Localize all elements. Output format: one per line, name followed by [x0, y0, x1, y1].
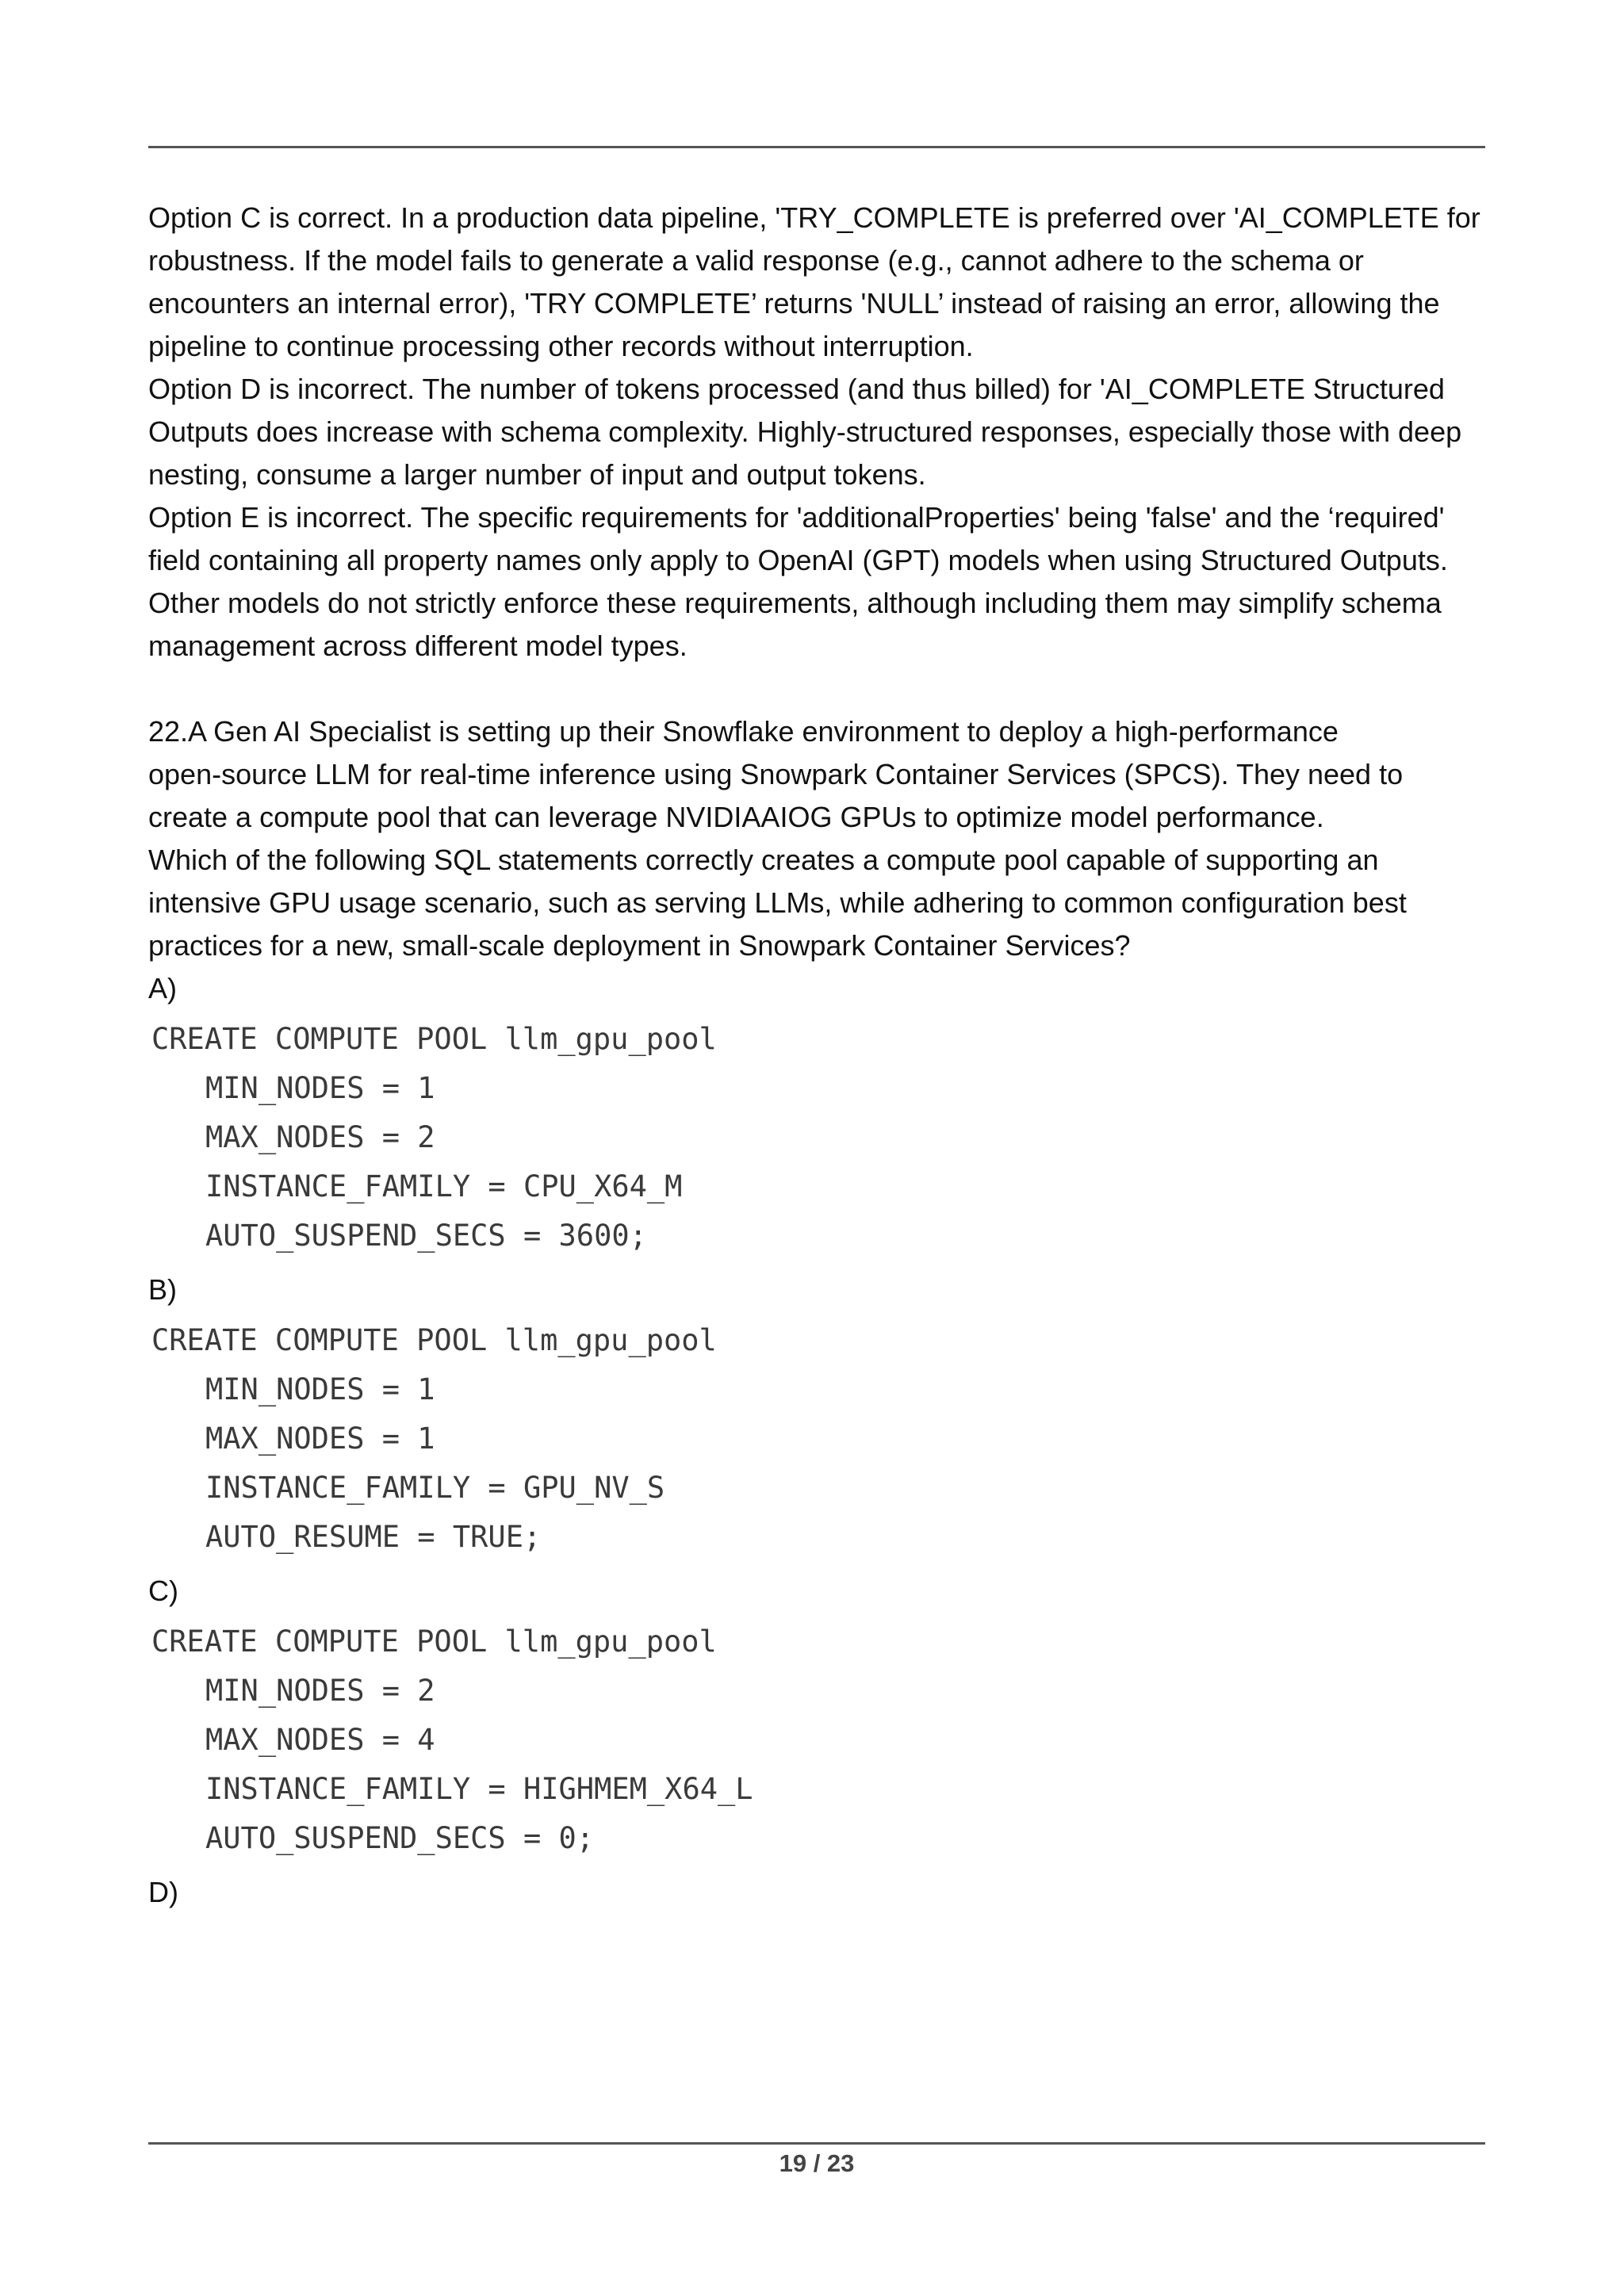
explanation-line: pipeline to continue processing other records without interruption. — [148, 330, 974, 362]
code-line: MAX_NODES = 2 — [205, 1120, 435, 1154]
option-b-label: B) — [148, 1273, 177, 1306]
code-line: MAX_NODES = 1 — [205, 1422, 435, 1456]
question-line: 22.A Gen AI Specialist is setting up their Snowflake environment to deploy a high-performance — [148, 715, 1339, 748]
code-line: CREATE COMPUTE POOL llm_gpu_pool — [151, 1323, 717, 1357]
explanation-line: management across different model types. — [148, 629, 688, 662]
code-line: AUTO_RESUME = TRUE; — [205, 1520, 542, 1554]
question-line: Which of the following SQL statements correctly creates a compute pool capable of supporting an — [148, 844, 1379, 876]
option-b-code — [151, 1316, 1496, 1562]
code-line: MAX_NODES = 4 — [205, 1723, 435, 1757]
explanation-line: field containing all property names only apply to OpenAI (GPT) models when using Structured Outputs. — [148, 544, 1448, 576]
option-a-label: A) — [148, 972, 177, 1004]
explanation-line: Outputs does increase with schema complexity. Highly-structured responses, especially those with deep — [148, 415, 1462, 448]
option-c-label: C) — [148, 1575, 178, 1607]
code-line: INSTANCE_FAMILY = GPU_NV_S — [205, 1471, 665, 1505]
footer-rule — [148, 2142, 1485, 2145]
option-a-code — [151, 1015, 1496, 1261]
question-line: intensive GPU usage scenario, such as serving LLMs, while adhering to common configuration best — [148, 886, 1407, 919]
question-paragraph — [148, 710, 1496, 967]
code-line: CREATE COMPUTE POOL llm_gpu_pool — [151, 1022, 717, 1056]
explanation-paragraph — [148, 197, 1496, 668]
code-line: AUTO_SUSPEND_SECS = 0; — [205, 1821, 595, 1855]
explanation-line: encounters an internal error), 'TRY COMPLETE’ returns 'NULL’ instead of raising an error, allowing the — [148, 287, 1440, 320]
question-line: create a compute pool that can leverage NVIDIAAIOG GPUs to optimize model performance. — [148, 801, 1324, 833]
explanation-line: Other models do not strictly enforce these requirements, although including them may simplify schema — [148, 587, 1442, 619]
code-line: INSTANCE_FAMILY = CPU_X64_M — [205, 1169, 683, 1203]
explanation-line: robustness. If the model fails to generate a valid response (e.g., cannot adhere to the schema or — [148, 244, 1364, 277]
question-line: open-source LLM for real-time inference using Snowpark Container Services (SPCS). They need to — [148, 758, 1404, 790]
paragraph-spacer — [148, 668, 1496, 710]
explanation-line: nesting, consume a larger number of input and output tokens. — [148, 458, 926, 491]
option-d-label: D) — [148, 1876, 178, 1908]
code-line: INSTANCE_FAMILY = HIGHMEM_X64_L — [205, 1772, 753, 1806]
page-content — [148, 197, 1496, 1914]
explanation-line: Option E is incorrect. The specific requirements for 'additionalProperties' being 'false' and the ‘required' — [148, 501, 1445, 534]
code-line: CREATE COMPUTE POOL llm_gpu_pool — [151, 1624, 717, 1659]
header-rule — [148, 146, 1485, 148]
code-line: AUTO_SUSPEND_SECS = 3600; — [205, 1219, 647, 1253]
explanation-line: Option C is correct. In a production data pipeline, 'TRY_COMPLETE is preferred over 'AI_COMPLETE for — [148, 201, 1480, 234]
page-number: 19 / 23 — [779, 2149, 855, 2177]
option-c-code — [151, 1617, 1496, 1863]
code-line: MIN_NODES = 2 — [205, 1674, 435, 1708]
code-line: MIN_NODES = 1 — [205, 1372, 435, 1406]
question-line: practices for a new, small-scale deployment in Snowpark Container Services? — [148, 929, 1131, 962]
code-line: MIN_NODES = 1 — [205, 1071, 435, 1105]
explanation-line: Option D is incorrect. The number of tokens processed (and thus billed) for 'AI_COMPLETE Structured — [148, 373, 1445, 405]
